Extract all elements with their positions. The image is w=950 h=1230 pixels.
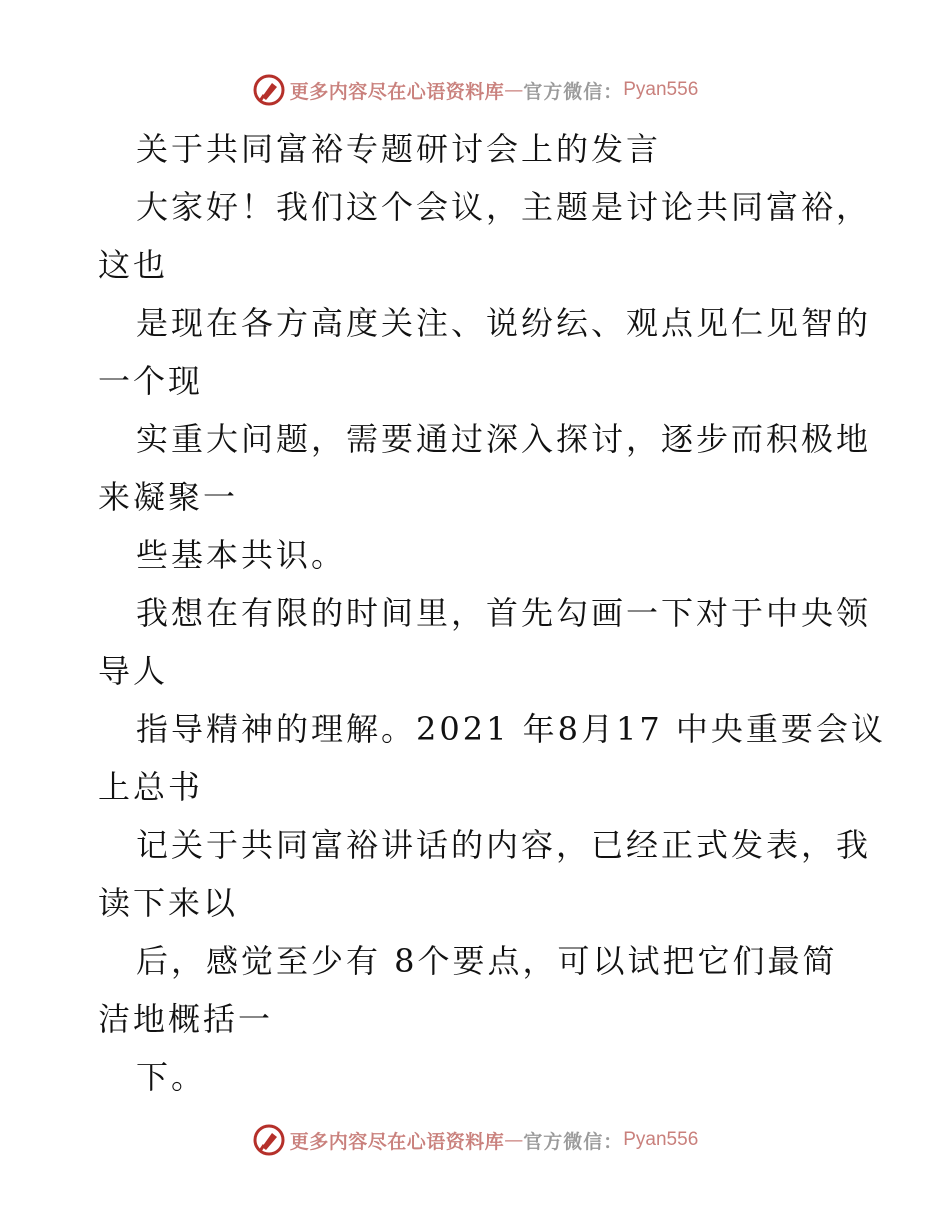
text-line: 关于共同富裕专题研讨会上的发言: [136, 130, 662, 168]
text-line: 读下来以: [98, 884, 239, 922]
text-line: 这也: [98, 246, 169, 284]
text-line: 一个现: [98, 362, 204, 400]
watermark-id: Pyan556: [623, 1129, 699, 1150]
pen-nib-logo-icon: [252, 73, 286, 107]
text-line: 洁地概括一: [98, 1000, 274, 1038]
text-line: 上总书: [98, 768, 204, 806]
text-line: 导人: [98, 652, 169, 690]
text-line: 实重大问题，需要通过深入探讨，逐步而积极地: [136, 420, 872, 458]
watermark-id: Pyan556: [623, 79, 699, 100]
text-line: 指导精神的理解。2021 年8月17 中央重要会议: [136, 710, 886, 748]
document-body: [98, 120, 886, 1106]
watermark-label: 官方微信：: [523, 1130, 624, 1153]
watermark-label: 官方微信：: [523, 80, 624, 103]
text-line: 来凝聚一: [98, 478, 239, 516]
text-line: 大家好！我们这个会议，主题是讨论共同富裕，: [136, 188, 872, 226]
text-line: 我想在有限的时间里，首先勾画一下对于中央领: [136, 594, 872, 632]
text-line: 后，感觉至少有 8个要点，可以试把它们最简: [136, 942, 838, 980]
text-line: 些基本共识。: [136, 536, 347, 574]
text-line: 是现在各方高度关注、说纷纭、观点见仁见智的: [136, 304, 872, 342]
text-line: 下。: [136, 1058, 207, 1096]
text-line: 记关于共同富裕讲话的内容，已经正式发表，我: [136, 826, 872, 864]
footer-watermark: [0, 1120, 950, 1160]
watermark-text: 更多内容尽在心语资料库: [289, 80, 505, 103]
watermark-dash: —: [504, 1129, 524, 1151]
pen-nib-logo-icon: [252, 1123, 286, 1157]
header-watermark: [0, 70, 950, 110]
watermark-dash: —: [504, 79, 524, 101]
watermark-text: 更多内容尽在心语资料库: [289, 1130, 505, 1153]
